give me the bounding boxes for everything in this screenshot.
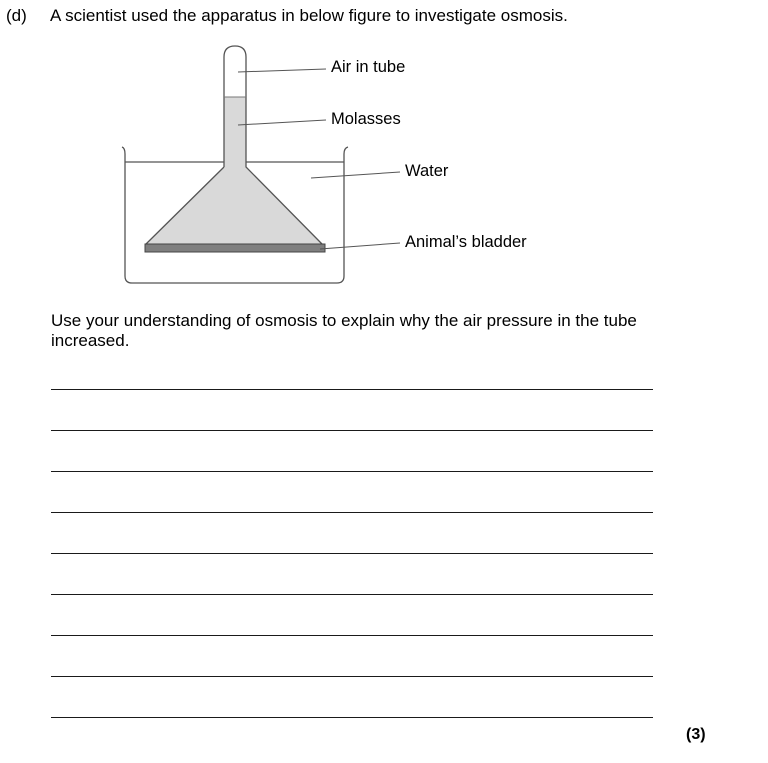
leader-water <box>311 172 400 178</box>
question-text: A scientist used the apparatus in below figure to investigate osmosis. <box>50 6 568 25</box>
answer-line[interactable] <box>51 512 653 513</box>
answer-line[interactable] <box>51 389 653 390</box>
question-part-label: (d) <box>6 6 27 25</box>
osmosis-apparatus-figure <box>0 0 768 300</box>
leader-bladder <box>320 243 400 249</box>
label-water: Water <box>405 162 449 180</box>
answer-line[interactable] <box>51 676 653 677</box>
leader-molasses <box>238 120 326 125</box>
label-animals-bladder: Animal’s bladder <box>405 233 527 251</box>
label-air-in-tube: Air in tube <box>331 58 406 76</box>
label-molasses: Molasses <box>331 110 401 128</box>
apparatus-diagram <box>0 0 768 300</box>
answer-line[interactable] <box>51 471 653 472</box>
answer-line[interactable] <box>51 553 653 554</box>
leader-air <box>238 69 326 72</box>
answer-line[interactable] <box>51 717 653 718</box>
answer-line[interactable] <box>51 430 653 431</box>
answer-line[interactable] <box>51 594 653 595</box>
marks-available: (3) <box>686 726 706 743</box>
animal-bladder-membrane <box>145 244 325 252</box>
question-prompt: Use your understanding of osmosis to explain why the air pressure in the tube increased. <box>51 311 637 350</box>
answer-line[interactable] <box>51 635 653 636</box>
molasses-region <box>146 97 322 244</box>
